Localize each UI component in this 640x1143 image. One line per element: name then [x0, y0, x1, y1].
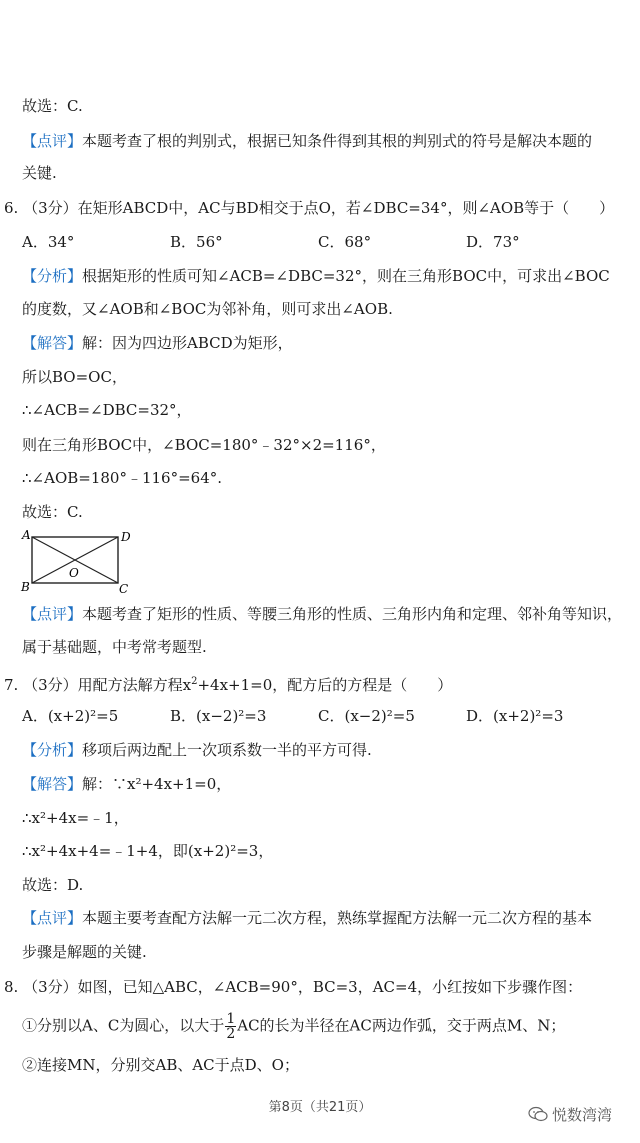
option-c: C．68° — [318, 233, 372, 251]
label-a: A — [22, 528, 31, 542]
option-d: D．73° — [466, 233, 520, 251]
watermark — [528, 1104, 612, 1126]
q7-review-1 — [22, 908, 592, 928]
q7-review-2: 步骤是解题的关键. — [22, 943, 147, 961]
q7-analysis — [22, 740, 372, 760]
watermark-text: 悦数湾湾 — [552, 1106, 613, 1124]
review-line-1 — [22, 131, 592, 151]
q7-text-post: +4x+1=0，配方后的方程是（ ） — [197, 676, 453, 694]
option-a: A．(x+2)²=5 — [22, 707, 119, 725]
answer-text: 解：因为四边形ABCD为矩形， — [82, 334, 293, 352]
review-text: 本题考查了矩形的性质、等腰三角形的性质、三角形内角和定理、邻补角等知识， — [82, 605, 623, 623]
q7-answer-2: ∴x²+4x=﹣1， — [22, 809, 129, 827]
label-o: O — [69, 566, 79, 580]
q6-answer-3: ∴∠ACB=∠DBC=32°， — [22, 401, 192, 419]
q6-select: 故选：C. — [22, 503, 83, 521]
step1-text-post: AC的长为半径在AC两边作弧，交于两点M、N； — [237, 1016, 566, 1035]
wechat-icon — [528, 1106, 548, 1126]
option-d: D．(x+2)²=3 — [466, 707, 564, 725]
rectangle-figure — [20, 527, 140, 601]
q6-analysis-2: 的度数，又∠AOB和∠BOC为邻补角，则可求出∠AOB. — [22, 300, 393, 318]
review-line-2: 关键. — [22, 164, 57, 182]
q7-text-pre: 7. （3分）用配方法解方程x — [4, 676, 192, 694]
q6-answer-5: ∴∠AOB=180°﹣116°=64°. — [22, 469, 223, 487]
fraction-numerator: 1 — [226, 1011, 236, 1027]
question-6: 6. （3分）在矩形ABCD中，AC与BD相交于点O，若∠DBC=34°，则∠AOB等于（ ） — [4, 199, 615, 217]
step1-text-pre: ①分别以A、C为圆心，以大于 — [22, 1016, 225, 1035]
q7-select: 故选：D. — [22, 876, 84, 894]
q6-answer-1 — [22, 333, 293, 353]
q7-answer-1 — [22, 774, 231, 794]
q7-exponent: 2 — [191, 676, 198, 687]
q6-answer-2: 所以BO=OC， — [22, 368, 127, 386]
analysis-text: 根据矩形的性质可知∠ACB=∠DBC=32°，则在三角形BOC中，可求出∠BOC — [82, 267, 610, 285]
q8-step-1 — [22, 1012, 565, 1041]
label-c: C — [119, 582, 129, 596]
page-footer: 第8页（共21页） — [268, 1100, 372, 1115]
review-tag: 【点评】 — [22, 605, 83, 623]
question-7 — [4, 672, 452, 695]
review-text: 本题主要考查配方法解一元二次方程，熟练掌握配方法解一元二次方程的基本 — [82, 909, 593, 927]
option-b: B．(x−2)²=3 — [170, 707, 267, 725]
q6-analysis-1 — [22, 266, 610, 286]
q8-step-2: ②连接MN，分别交AB、AC于点D、O； — [22, 1056, 299, 1074]
option-a: A．34° — [22, 233, 75, 251]
answer-text: 解：∵x²+4x+1=0， — [82, 775, 232, 793]
review-tag: 【点评】 — [22, 909, 83, 927]
q7-answer-3: ∴x²+4x+4=﹣1+4，即(x+2)²=3， — [22, 842, 274, 860]
analysis-tag: 【分析】 — [22, 267, 83, 285]
q6-answer-4: 则在三角形BOC中，∠BOC=180°﹣32°×2=116°， — [22, 436, 386, 454]
answer-tag: 【解答】 — [22, 775, 83, 793]
answer-tag: 【解答】 — [22, 334, 83, 352]
option-c: C．(x−2)²=5 — [318, 707, 415, 725]
analysis-tag: 【分析】 — [22, 741, 83, 759]
question-8: 8. （3分）如图，已知△ABC，∠ACB=90°，BC=3，AC=4，小红按如下步骤作图： — [4, 978, 583, 996]
label-d: D — [121, 530, 131, 544]
analysis-text: 移项后两边配上一次项系数一半的平方可得. — [82, 741, 372, 759]
q6-review-1 — [22, 604, 622, 624]
fraction-one-half — [225, 1012, 236, 1041]
option-b: B．56° — [170, 233, 223, 251]
rectangle-diagram — [20, 527, 140, 597]
fraction-denominator: 2 — [226, 1026, 236, 1042]
select-line: 故选：C. — [22, 97, 83, 115]
q6-review-2: 属于基础题，中考常考题型. — [22, 638, 207, 656]
review-text: 本题考查了根的判别式，根据已知条件得到其根的判别式的符号是解决本题的 — [82, 132, 593, 150]
label-b: B — [21, 580, 30, 594]
review-tag: 【点评】 — [22, 132, 83, 150]
